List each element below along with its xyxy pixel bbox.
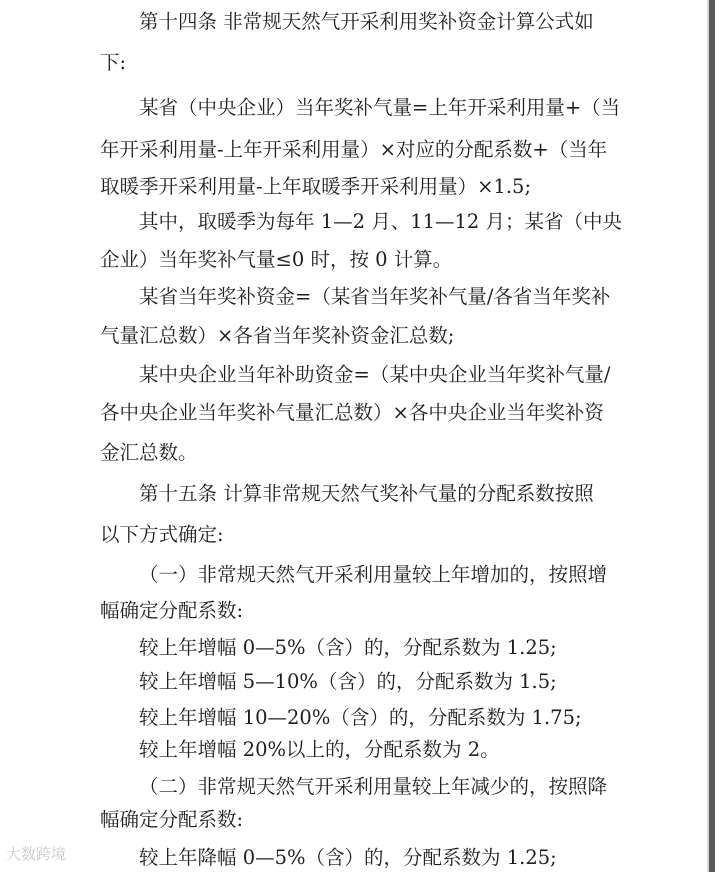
text-line: 某省当年奖补资金=（某省当年奖补气量/各省当年奖补 [139, 285, 611, 308]
text-line: 较上年降幅 0—5%（含）的，分配系数为 1.25; [139, 846, 557, 869]
text-line: 某中央企业当年补助资金=（某中央企业当年奖补气量/ [139, 363, 611, 386]
text-line: 某省（中央企业）当年奖补气量=上年开采利用量+（当 [139, 96, 621, 119]
text-line: 年开采利用量-上年开采利用量）×对应的分配系数+（当年 [100, 138, 608, 161]
text-line: 较上年增幅 0—5%（含）的，分配系数为 1.25; [139, 636, 557, 659]
text-line: 幅确定分配系数: [100, 808, 244, 831]
text-line: 气量汇总数）×各省当年奖补资金汇总数; [100, 324, 455, 347]
text-line: 企业）当年奖补气量≤0 时，按 0 计算。 [100, 248, 453, 271]
watermark: 大数跨境 [6, 845, 67, 863]
text-line: 金汇总数。 [100, 441, 198, 464]
text-line: 取暖季开采利用量-上年取暖季开采利用量）×1.5; [100, 175, 532, 198]
text-line: 以下方式确定: [100, 523, 224, 546]
text-line: （二）非常规天然气开采利用量较上年减少的，按照降 [139, 775, 608, 798]
text-line: 第十五条 计算非常规天然气奖补气量的分配系数按照 [139, 482, 594, 505]
text-line: 较上年增幅 5—10%（含）的，分配系数为 1.5; [139, 670, 557, 693]
text-line: 较上年增幅 10—20%（含）的，分配系数为 1.75; [139, 706, 582, 729]
text-line: 幅确定分配系数: [100, 599, 244, 622]
text-line: 其中，取暖季为每年 1—2 月、11—12 月；某省（中央 [139, 210, 623, 233]
text-line: 下: [100, 51, 127, 74]
scrollbar[interactable] [709, 0, 715, 872]
text-line: 各中央企业当年奖补气量汇总数）×各中央企业当年奖补资 [100, 401, 604, 424]
text-line: 第十四条 非常规天然气开采利用奖补资金计算公式如 [139, 10, 594, 33]
text-line: 较上年增幅 20%以上的，分配系数为 2。 [139, 738, 500, 761]
text-line: （一）非常规天然气开采利用量较上年增加的，按照增 [139, 563, 608, 586]
